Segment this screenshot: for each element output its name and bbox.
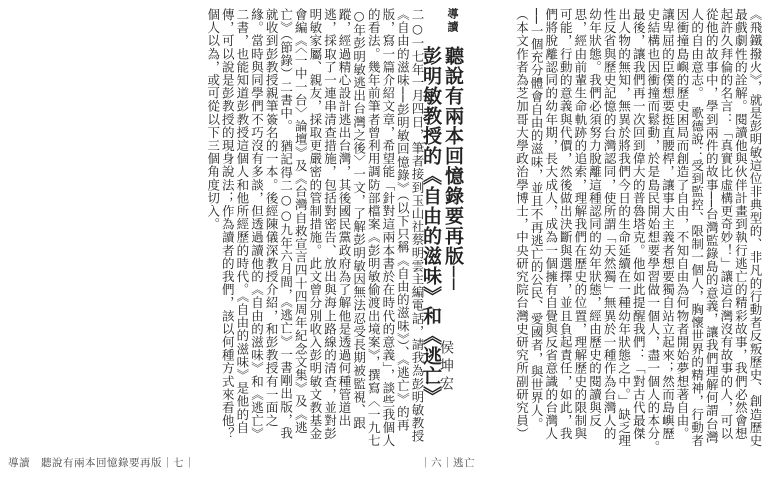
article-title-line1: 聽說有兩本回憶錄要再版──: [442, 46, 464, 291]
author-name: 侯坤宏: [438, 340, 454, 394]
chapter-label: 導讀: [446, 8, 459, 34]
article-title-line2: 彭明敏教授的《自由的滋味》和《逃亡》: [420, 46, 442, 406]
right-page-footer: ｜六｜逃亡: [420, 457, 475, 469]
left-page-footer: 導讀 聽說有兩本回憶錄要再版｜七｜: [8, 457, 195, 469]
left-page-body-text: 二○一七年一月四日，筆者接到玉山社蔡明雲主編電話，請我為彭明敏教授《自由的滋味──彭明敏回憶錄》（以下只稱《自由的滋味》）、《逃亡》的再版，寫一篇介紹文章，希望能「針對這兩本書於在時代的意義」，談些我個人的看法。幾年前筆者曾利用調防部檔案《彭明敏偷渡出境案》，撰寫〈一九七○年彭明敏逃出台灣之後〉一文，了解彭明敏因無法忍受長期被監視、跟蹤，經過精心設計逃出台灣，其後國民黨政府為了解他是透過何種管道出逃，採取了一連串清查措施，包括對密告、放出與海上路線的清查，並對彭明敏家屬、親友，採取更嚴密的管制措施。此文曾分別收入彭明敏文教基金會編《〈一中一台〉論壇》及《台灣自救宣言四十四周年紀念文集》及《逃亡》（節錄）二書中。 猶記得二○○九年六月間，《逃亡》一書剛出版，我就收到彭教授親筆簽名的一本。後經陳儀深教授介紹，和彭教授有一面之緣。當時與同學們不巧沒有多談，但透過讀他的《自由的滋味》和《逃亡》二書，也能知道彭教授這個人和他所經歷的時代。《自由的滋味》是他的自傳，可以說是彭教授的現身說法；作為讀者的我們，該以何種方式來看他？個人以為，或可從以下三個角度切入。: [205, 8, 425, 448]
right-page-body-text: 《飛鐵撥火》，就是彭明敏這位非典型的、非凡的行動者反叛歷史、創造歷史最戲劇性的詮解。閱讀他與伙伴計畫到執行逃亡的精彩故事，我們必然會想起許久拜倫的名言：「真實比虛構更奇妙！」讓這台灣沒有故事的人，可以從他的故事中，學到兩件的故事──台灣監錄島的意義，讓我們理解何謂台灣人的自由意志。 歌德說：受到監控、限制一個人，胸懷世界的精神，行動者因衝撞島嶼的歷史困局而創造了自由，不知自由為何物者開始夢想著自由。讓卑屈的臣僕想要挺直腰桿，讓事大主義者想要獨自站立起來；然而島嶼歷史結構也因衝撞而鬆動，於是島民開始想要學習做一個人，盡一個人的本分。 最後，讓我們再一次回到偉大的普魯塔克。他如此提醒我們：「對古代最傑出人物的無知，無異於將我們今日的生命延續在一種幼年狀態之中。」缺乏理性反省與歷史記憶的台灣認同，使所謂「天然獨」無異於一種作為台灣人的幼年狀態。我們必須努力脫離這種認同的幼年狀態，經由歷史的閱讀與反思，經由前輩生命軌跡的追索，理解我們在歷史的位置，理解歷史的限制與可能，行動的意義與代價，然後做出決斷與選擇，並且負起責任，如此，我們將脫離認同的幼年期，長大成人，成為一個擁有自覺與反省意識的台灣人──一個充分體會自由的滋味，並且不再逃亡的公民、愛國者，與世界人。 （本文作者為芝加哥大學政治學博士，中央研究院台灣史研究所副研究員）: [514, 8, 763, 461]
